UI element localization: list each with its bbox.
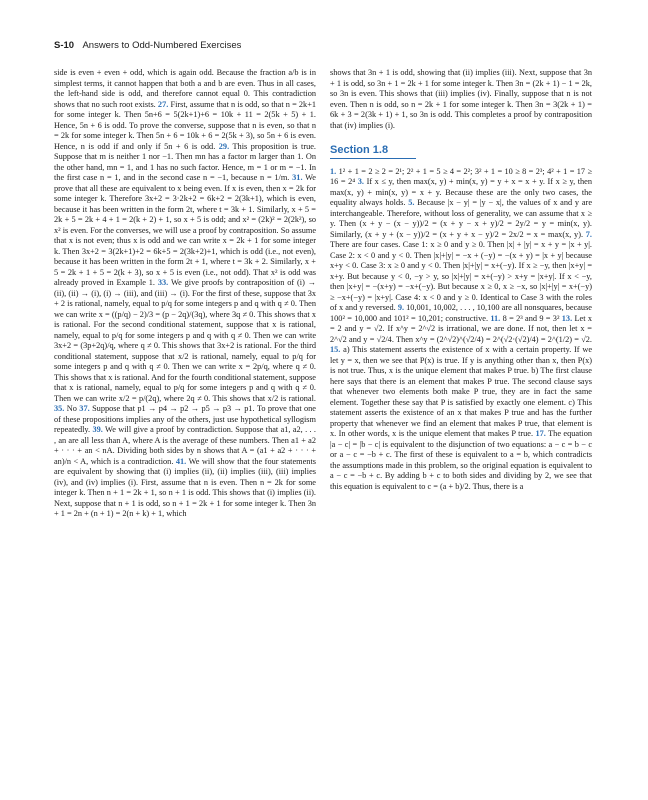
body-text: Suppose that p1 → p4 → p2 → p5 → p3 → p1. To prove that one of these propositions implies any of the others, just use hypothetical syllogism repeatedly. (54, 404, 316, 434)
page-number: S-10 (54, 40, 75, 51)
body-text: a) This statement asserts the existence of x with a certain property. If we let y = x, then we see that P(x) is true. If y is anything other than x, then P(x) is not true. Thus, x is the unique element that makes P true. b) The first clause here says that there is an element that makes P true. The second clause says that whenever two elements both make P true, they are in fact the same element. Together these say that P is satisfied by exactly one element. c) This statement asserts the existence of an x that makes P true and has the further property that whenever we find an element that makes P true, that element is x. In other words, x is the unique element that makes P true. (330, 345, 592, 438)
paragraph (330, 68, 592, 131)
exercise-number: 29. (218, 141, 230, 151)
page-header (54, 40, 614, 51)
body-text: 10,001, 10,002, . . . , 10,100 are all nonsquares, because 100² = 10,000 and 101² = 10,201; constructive. (330, 303, 592, 323)
body-text: We will show that the four statements are equivalent by showing that (i) implies (ii), (ii) implies (iii), (iii) implies (iv), and (iv) implies (i). First, assume that n is even. Then n = 2k for some integer k. Then n + 1 = 2k + 1, so n + 1 is odd. This shows that (i) implies (ii). Next, suppose that n + 1 is odd, so n + 1 = 2k + 1 for some integer k. Then 3n + 1 = 2n + (n + 1) = 2(n + k) + 1, which (54, 456, 316, 518)
body-text: No (66, 404, 77, 413)
exercise-number: 41. (175, 456, 187, 466)
body-text: The equation |a − c| = |b − c| is equivalent to the disjunction of two equations: a − c = b − c or a − c = −b + c. The first of these is equivalent to a = b, which contradicts the assumptions made in this problem, so the original equation is equivalent to a − c = −b + c. By adding b + c to both sides and dividing by 2, we see that this equation is equivalent to c = (a + b)/2. Thus, there is a (330, 429, 592, 491)
exercise-number: 39. (92, 425, 103, 434)
exercise-number: 15. (330, 345, 341, 354)
exercise-number: 35. (54, 404, 65, 413)
paragraph (54, 68, 316, 520)
section-heading: Section 1.8 (330, 145, 416, 159)
exercise-number: 37. (79, 404, 90, 413)
body-text: shows that 3n + 1 is odd, showing that (ii) implies (iii). Next, suppose that 3n + 1 is odd, so 3n + 1 = 2k + 1 for some integer k. Then 3n = (2k + 1) − 1 = 2k, so 3n is even. This shows that (iii) implies (iv). Finally, suppose that n is not even. Then n is odd, so n = 2k + 1 for some integer k. Then 3n = 3(2k + 1) = 6k + 3 = 2(3k + 1) + 1, so 3n is odd. This completes a proof by contraposition that (iv) implies (i). (330, 68, 592, 130)
body-text: If x ≤ y, then max(x, y) + min(x, y) = y + x = x + y. If x ≥ y, then max(x, y) + min(x, y) = x + y. Because these are the only two cases, the equality always holds. (330, 177, 593, 207)
exercise-number: 13. (561, 313, 573, 323)
exercise-number: 17. (535, 429, 546, 438)
body-text: We prove that all these are equivalent to x being even. If x is even, then x = 2k for some integer k. Therefore 3x+2 = 3·2k+2 = 6k+2 = 2(3k+1), which is even, because it has been written in the form 2t, where t = 3k + 1. Similarly, x + 5 = 2k + 5 = 2k + 4 + 1 = 2(k + 2) + 1, so x + 5 is odd; and x² = (2k)² = 2(2k²), so x² is even. For the converses, we will use a proof by contraposition. So assume that x is not even; thus x is odd and we can write x = 2k + 1 for some integer k. Then 3x+2 = 3(2k+1)+2 = 6k+5 = 2(3k+2)+1, which is odd (i.e., not even), because it has been written in the form 2t + 1, where t = 3k + 2. Similarly, x + 5 = 2k + 1 + 5 = 2(k + 3), so x + 5 is even (i.e., not odd). That x² is odd was already proved in Example 1. (54, 173, 316, 287)
exercise-number: 3. (357, 177, 364, 186)
running-title: Answers to Odd-Numbered Exercises (82, 40, 242, 51)
body-text: There are four cases. Case 1: x ≥ 0 and y ≥ 0. Then |x| + |y| = x + y = |x + y|. Case 2: x < 0 and y < 0. Then |x|+|y| = −x + (−y) = −(x + y) = |x + y| because x+y < 0. Case 3: x ≥ 0 and y < 0. Then |x|+|y| = x+(−y). If x ≥ −y, then |x+y| = x+y. But because y < 0, −y > y, so |x|+|y| = x+(−y) > x+y = |x+y|. If x < −y, then |x+y| = −(x+y) = −x+(−y). But because x ≥ 0, x ≥ −x, so |x|+|y| = x+(−y) ≥ −x+(−y) = |x+y|. Case 4: x < 0 and y ≥ 0. Identical to Case 3 with the roles of x and y reversed. (330, 240, 592, 312)
body-text: This proposition is true. Suppose that m is neither 1 nor −1. Then mn has a factor m larger than 1. On the other hand, mn = 1, and 1 has no such factor. Hence, m = 1 or m = −1. In the first case n = 1, and in the second case n = −1, because n = 1/m. (54, 141, 316, 182)
paragraph (330, 167, 592, 493)
right-column (330, 68, 592, 492)
exercise-number: 5. (408, 198, 415, 207)
exercise-number: 1. (330, 166, 337, 176)
exercise-number: 31. (292, 173, 303, 182)
exercise-number: 9. (397, 303, 405, 312)
body-text: We give proofs by contraposition of (i) → (ii), (ii) → (i), (i) → (iii), and (iii) → (i). For the first of these, suppose that 3x + 2 is rational, namely, equal to p/q for some integers p and q with q ≠ 0. Then we can write x = ((p/q) − 2)/3 = (p − 2q)/(3q), where 3q ≠ 0. This shows that x is rational. For the second conditional statement, suppose that x is rational, namely, equal to p/q for some integers p and q with q ≠ 0. Then we can write 3x+2 = (3p+2q)/q, where q ≠ 0. This shows that 3x+2 is rational. For the third conditional statement, suppose that x/2 is rational, namely, equal to p/q for some integers p and q with q ≠ 0. Then we can write x = 2p/q, where q ≠ 0. This shows that x is rational. And for the fourth conditional statement, suppose that x is rational, namely, equal to p/q for some integers p and q with q ≠ 0. Then we can write x/2 = p/(2q), where 2q ≠ 0. This shows that x/2 is rational. (54, 278, 316, 403)
exercise-number: 11. (490, 313, 501, 323)
left-column (54, 68, 316, 520)
body-text: 1² + 1 = 2 ≥ 2 = 2¹; 2² + 1 = 5 ≥ 4 = 2²; 3² + 1 = 10 ≥ 8 = 2³; 4² + 1 = 17 ≥ 16 = 2⁴ (330, 166, 592, 186)
exercise-number: 27. (157, 99, 169, 109)
exercise-number: 33. (157, 278, 169, 287)
exercise-number: 7. (585, 229, 593, 239)
body-text: First, assume that n is odd, so that n = 2k+1 for some integer k. Then 5n+6 = 5(2k+1)+6 = 10k + 11 = 2(5k + 5) + 1. Hence, 5n + 6 is odd. To prove the converse, suppose that n is even, so that n = 2k for some integer k. Then 5n + 6 = 10k + 6 = 2(5k + 3), so 5n + 6 is even. Hence, n is odd if and only if 5n + 6 is odd. (54, 99, 317, 151)
body-text: Because |x − y| = |y − x|, the values of x and y are interchangeable. Therefore, without loss of generality, we can assume that x ≥ y. Then (x + y − (x − y))/2 = (x + y − x + y)/2 = 2y/2 = y = min(x, y). Similarly, (x + y + (x − y))/2 = (x + y + x − y)/2 = 2x/2 = x = max(x, y). (330, 198, 593, 239)
body-text: Let x = 2 and y = √2. If x^y = 2^√2 is irrational, we are done. If not, then let x = 2^√2 and y = √2/4. Then x^y = (2^√2)^(√2/4) = 2^(√2·(√2)/4) = 2^(1/2) = √2. (330, 313, 592, 344)
body-text: 8 = 2³ and 9 = 3² (502, 313, 560, 323)
body-text: side is even + even + odd, which is again odd. Because the fraction a/b is in simplest terms, it cannot happen that both a and b are even. Thus in all cases, the left-hand side is odd, and therefore cannot equal 0. This contradiction shows that no such root exists. (54, 68, 316, 109)
body-text: We will give a proof by contradiction. Suppose that a1, a2, . . . , an are all less than A, where A is the average of these numbers. Then a1 + a2 + · · · + an < nA. Dividing both sides by n shows that A = (a1 + a2 + · · · + an)/n < A, which is a contradiction. (54, 425, 316, 466)
